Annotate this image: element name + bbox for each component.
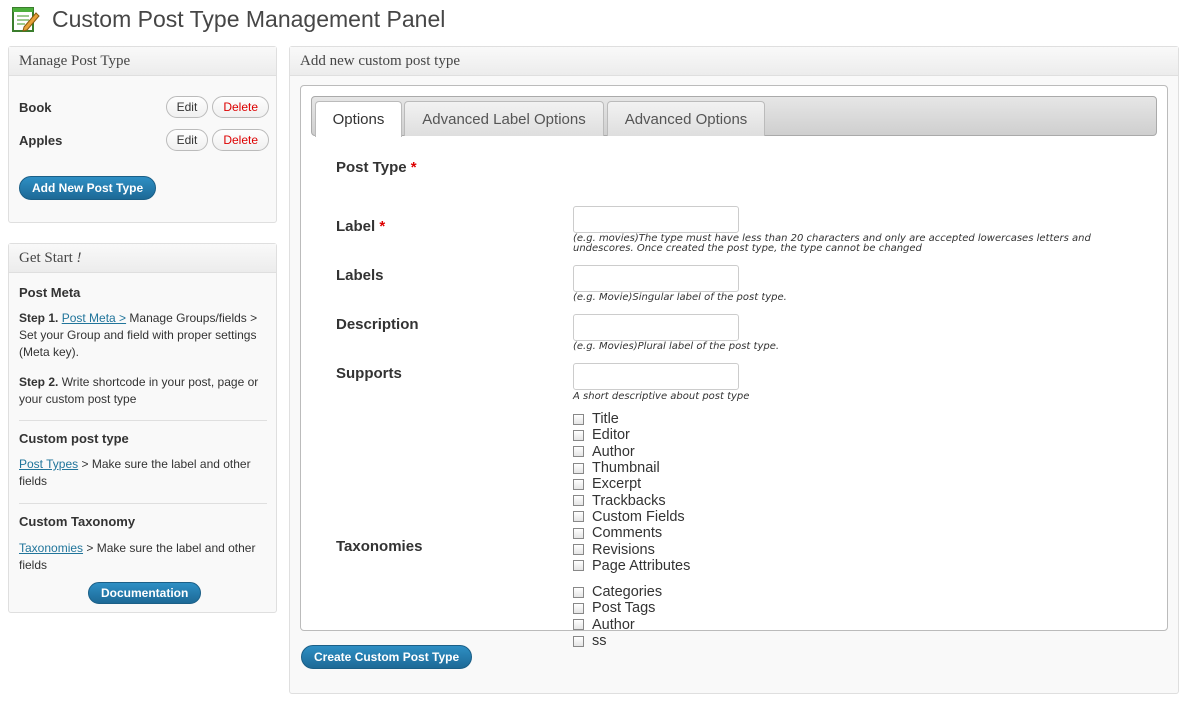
supports-label: Supports (336, 365, 402, 382)
post-types-link[interactable]: Post Types (19, 457, 79, 471)
step1-label: Step 1. (19, 311, 59, 325)
label-label-text: Label (336, 218, 376, 235)
page-title: Custom Post Type Management Panel (52, 5, 446, 32)
post-type-name: Apples (19, 132, 63, 148)
supports-option[interactable] (573, 541, 690, 557)
custom-taxonomy-heading: Custom Taxonomy (19, 514, 136, 529)
checkbox[interactable] (573, 587, 584, 598)
supports-option[interactable] (573, 427, 690, 443)
checkbox[interactable] (573, 560, 584, 571)
supports-option-label: Excerpt (592, 476, 642, 493)
checkbox[interactable] (573, 636, 584, 647)
taxonomy-option[interactable] (573, 633, 662, 649)
label-input[interactable] (573, 265, 739, 292)
supports-option[interactable] (573, 509, 690, 525)
post-meta-heading: Post Meta (19, 285, 81, 300)
checkbox[interactable] (573, 511, 584, 522)
get-start-panel (8, 243, 277, 613)
add-new-post-type-button[interactable]: Add New Post Type (19, 176, 156, 200)
divider (19, 420, 267, 421)
description-label: Description (336, 316, 419, 333)
post-type-label-text: Post Type (336, 159, 407, 176)
divider (19, 503, 267, 504)
taxonomy-option-label: Post Tags (592, 600, 656, 617)
add-new-heading: Add new custom post type (290, 47, 1178, 76)
supports-option[interactable] (573, 558, 690, 574)
checkbox[interactable] (573, 495, 584, 506)
description-input[interactable] (573, 363, 739, 390)
taxonomy-option-label: ss (592, 633, 607, 650)
get-start-heading (9, 244, 276, 273)
edit-button[interactable]: Edit (166, 129, 209, 151)
labels-input[interactable] (573, 314, 739, 341)
supports-option-label: Author (592, 443, 635, 460)
labels-label: Labels (336, 267, 384, 284)
supports-option-label: Thumbnail (592, 460, 660, 477)
step2-description: Write shortcode in your post, page or your custom post type (19, 375, 259, 406)
custom-post-type-text (19, 456, 269, 490)
supports-option[interactable] (573, 444, 690, 460)
post-type-row (19, 94, 269, 120)
supports-option-label: Page Attributes (592, 557, 691, 574)
supports-option[interactable] (573, 525, 690, 541)
taxonomy-option[interactable] (573, 584, 662, 600)
taxonomy-option-label: Categories (592, 584, 663, 601)
delete-button[interactable]: Delete (212, 96, 269, 118)
checkbox[interactable] (573, 463, 584, 474)
edit-button[interactable]: Edit (166, 96, 209, 118)
taxonomy-option[interactable] (573, 617, 662, 633)
notepad-edit-icon (10, 5, 40, 33)
options-tab-container (300, 85, 1168, 650)
taxonomies-link[interactable]: Taxonomies (19, 541, 84, 555)
checkbox[interactable] (573, 619, 584, 630)
step1-text (19, 310, 269, 361)
supports-list (573, 411, 690, 574)
checkbox[interactable] (573, 446, 584, 457)
supports-option-label: Custom Fields (592, 508, 685, 525)
get-start-title-mark: ! (76, 249, 82, 266)
label-hint: (e.g. Movie)Singular label of the post type. (573, 292, 787, 303)
supports-option-label: Editor (592, 427, 630, 444)
post-type-name: Book (19, 99, 52, 115)
supports-option[interactable] (573, 411, 690, 427)
checkbox[interactable] (573, 528, 584, 539)
checkbox[interactable] (573, 414, 584, 425)
post-type-label (336, 159, 417, 176)
checkbox[interactable] (573, 544, 584, 555)
custom-taxonomy-description: > Make sure the label and other fields (19, 541, 256, 572)
manage-post-type-panel (8, 46, 277, 223)
required-marker: * (379, 218, 386, 235)
description-hint: A short descriptive about post type (573, 391, 750, 402)
supports-option-label: Title (592, 411, 619, 428)
step2-text (19, 374, 269, 408)
page-header (10, 2, 445, 36)
tab-bar (311, 96, 1157, 136)
supports-option-label: Revisions (592, 541, 655, 558)
custom-taxonomy-text (19, 540, 269, 574)
required-marker: * (410, 159, 417, 176)
supports-option[interactable] (573, 476, 690, 492)
taxonomy-option-label: Author (592, 616, 635, 633)
checkbox[interactable] (573, 479, 584, 490)
taxonomy-option[interactable] (573, 600, 662, 616)
post-meta-link[interactable]: Post Meta > (61, 311, 127, 325)
step1-description: Manage Groups/fields > Set your Group and field with proper settings (Meta key). (19, 311, 258, 359)
custom-post-type-description: > Make sure the label and other fields (19, 457, 251, 488)
supports-option-label: Trackbacks (592, 492, 666, 509)
labels-hint: (e.g. Movies)Plural label of the post type. (573, 341, 780, 352)
supports-option[interactable] (573, 492, 690, 508)
label-label (336, 218, 385, 235)
add-new-post-type-panel (289, 46, 1179, 694)
tab-advanced-label-options[interactable]: Advanced Label Options (404, 101, 604, 136)
get-start-title: Get Start (19, 249, 73, 266)
custom-post-type-heading: Custom post type (19, 431, 129, 446)
post-type-input[interactable] (573, 206, 739, 233)
taxonomies-label: Taxonomies (336, 538, 423, 555)
manage-post-type-heading: Manage Post Type (9, 47, 276, 76)
documentation-button[interactable]: Documentation (88, 582, 201, 604)
create-custom-post-type-button[interactable]: Create Custom Post Type (301, 645, 472, 669)
post-type-row (19, 127, 269, 153)
post-type-hint: (e.g. movies)The type must have less than 20 characters and only are accepted lowercases letters and undescores. Once created the post type, the type cannot be changed (573, 233, 1091, 254)
tab-advanced-options[interactable]: Advanced Options (607, 101, 765, 136)
taxonomies-list (573, 584, 662, 649)
step2-label: Step 2. (19, 375, 59, 389)
delete-button[interactable]: Delete (212, 129, 269, 151)
tab-options[interactable]: Options (315, 101, 402, 137)
supports-option[interactable] (573, 460, 690, 476)
checkbox[interactable] (573, 603, 584, 614)
checkbox[interactable] (573, 430, 584, 441)
supports-option-label: Comments (592, 525, 663, 542)
